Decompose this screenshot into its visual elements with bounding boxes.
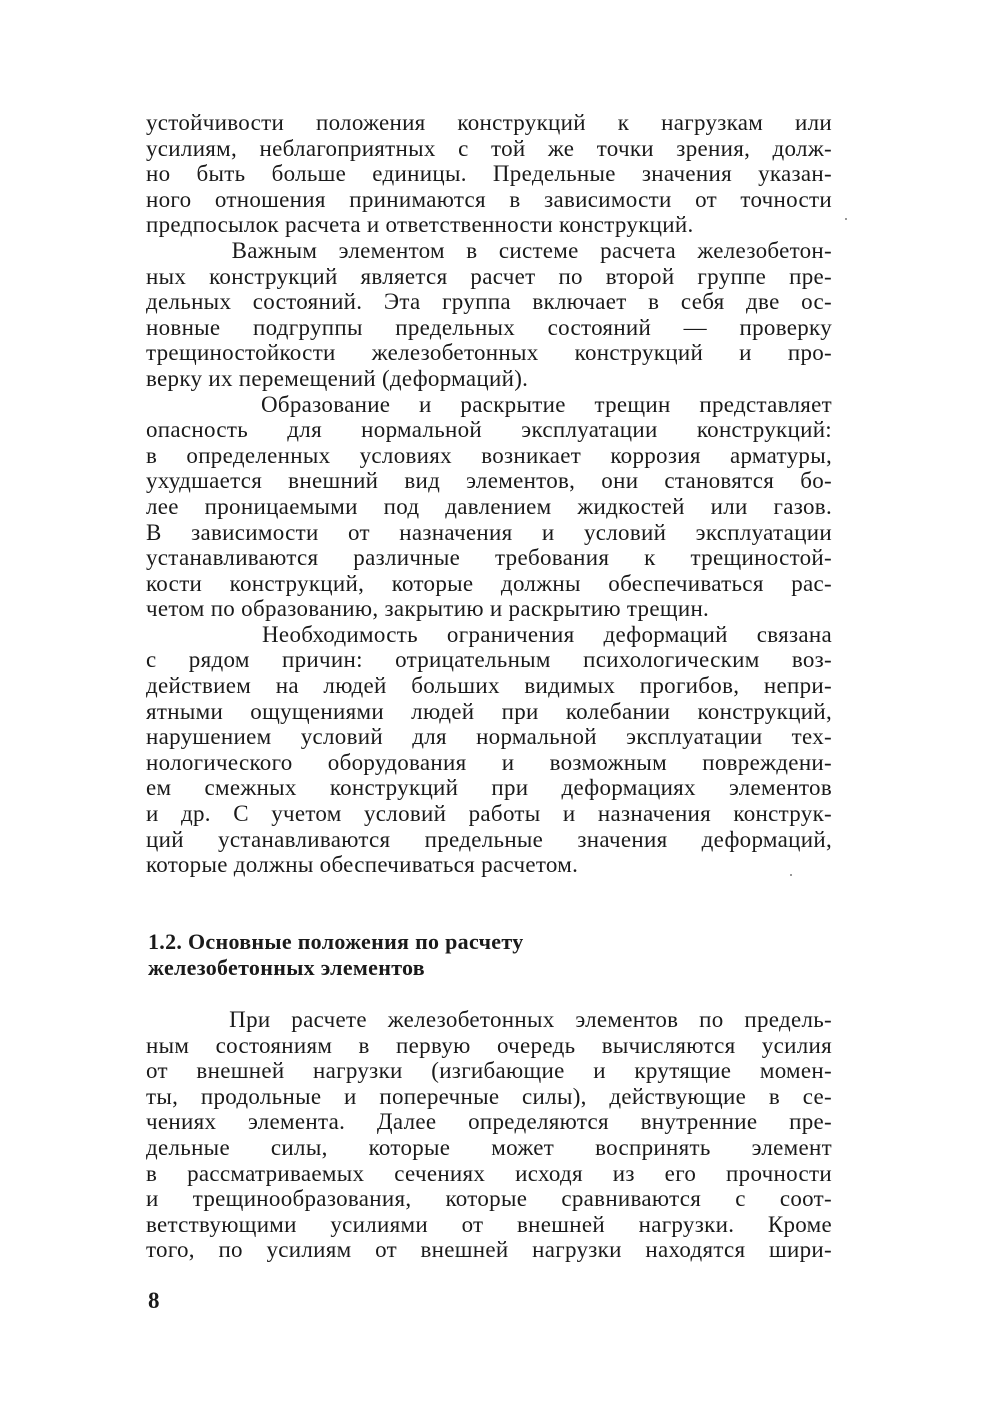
text-line: устанавливаются различные требования к трещиностой- [146,545,832,571]
text-line: новные подгруппы предельных состояний — проверку [146,314,832,340]
text-line: лее проницаемыми под давлением жидкостей или газов. [146,493,832,519]
text-line: опасность для нормальной эксплуатации конструкций: [146,417,832,443]
text-line: устойчивости положения конструкций к нагрузкам или [146,110,832,135]
text-line: с рядом причин: отрицательным психологическим воз- [146,647,832,673]
text-line: трещиностойкости железобетонных конструкций и про- [146,340,832,366]
heading-line: железобетонных элементов [148,955,425,980]
text-line: ного отношения принимаются в зависимости от точности [146,186,832,212]
text-line: ций устанавливаются предельные значения деформаций, [146,826,832,852]
text-line: четом по образованию, закрытию и раскрытию трещин. [146,596,710,622]
body-text-top [146,110,832,878]
text-line: чениях элемента. Далее определяются внутренние пре- [146,1109,832,1135]
text-line: ем смежных конструкций при деформациях элементов [146,775,832,801]
text-line: дельные силы, которые может воспринять элемент [146,1134,832,1160]
text-line: ветствующими усилиями от внешней нагрузки. Кроме [146,1211,832,1237]
text-line: предпосылок расчета и ответственности конструкций. [146,212,694,238]
page-number: 8 [148,1288,160,1313]
text-line: ты, продольные и поперечные силы), действующие в се- [146,1083,832,1109]
text-line: нарушением условий для нормальной эксплуатации тех- [146,724,832,750]
text-line: ухудшается внешний вид элементов, они становятся бо- [146,468,832,494]
text-line: При расчете железобетонных элементов по предель- [146,1007,832,1032]
text-line: В зависимости от назначения и условий эксплуатации [146,519,832,545]
text-line: которые должны обеспечиваться расчетом. [146,852,579,878]
heading-line: 1.2. Основные положения по расчету [148,929,524,954]
text-line: Необходимость ограничения деформаций связана [146,621,832,647]
text-line: но быть больше единицы. Предельные значения указан- [146,161,832,187]
print-speck [790,874,792,876]
text-line: в рассматриваемых сечениях исходя из его прочности [146,1160,832,1186]
text-line: Важным элементом в системе расчета железобетон- [146,237,832,263]
text-line: в определенных условиях возникает коррозия арматуры, [146,442,832,468]
text-line: ных конструкций является расчет по второй группе пре- [146,263,832,289]
body-text-bottom [146,1007,832,1263]
print-speck [845,218,847,220]
text-line: того, по усилиям от внешней нагрузки находятся шири- [146,1237,832,1263]
text-line: действием на людей больших видимых прогибов, непри- [146,673,832,699]
text-line: от внешней нагрузки (изгибающие и крутящие момен- [146,1058,832,1084]
text-line: и трещинообразования, которые сравниваются с соот- [146,1186,832,1212]
text-line: ным состояниям в первую очередь вычисляются усилия [146,1032,832,1058]
text-line: нологического оборудования и возможным повреждени- [146,749,832,775]
text-line: ятными ощущениями людей при колебании конструкций, [146,698,832,724]
section-heading [148,929,848,981]
text-line: дельных состояний. Эта группа включает в себя две ос- [146,289,832,315]
text-line: усилиям, неблагоприятных с той же точки зрения, долж- [146,135,832,161]
text-line: и др. С учетом условий работы и назначения конструк- [146,801,832,827]
text-line: Образование и раскрытие трещин представляет [146,391,832,417]
text-line: верку их перемещений (деформаций). [146,365,529,391]
text-line: кости конструкций, которые должны обеспечиваться рас- [146,570,832,596]
